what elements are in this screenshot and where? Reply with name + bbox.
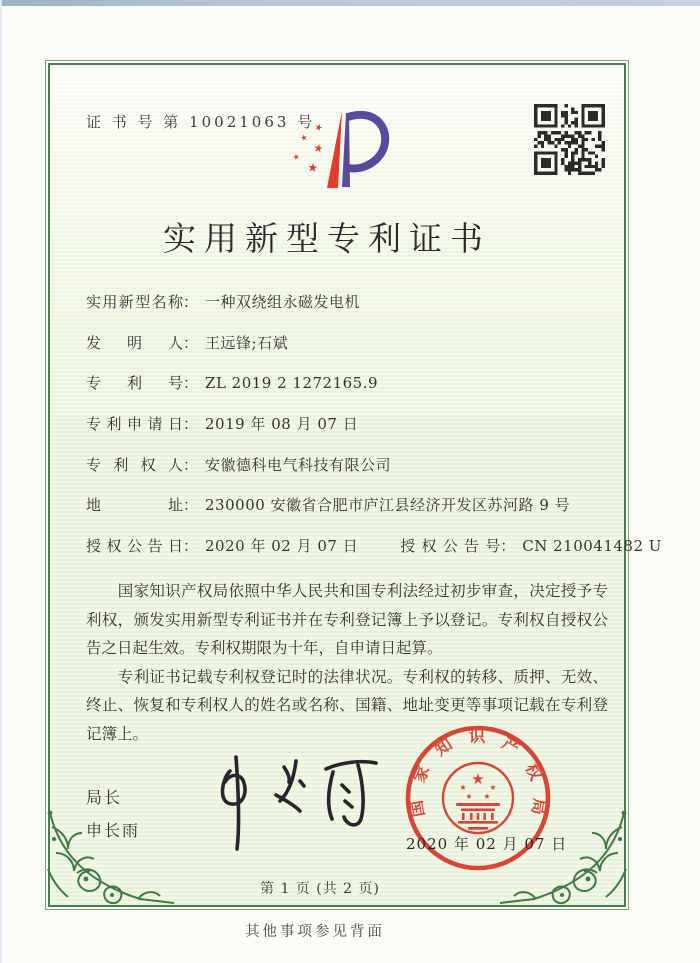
svg-text:★: ★: [483, 792, 491, 801]
svg-text:★: ★: [299, 132, 309, 143]
field-colon: ：: [500, 537, 516, 556]
svg-text:★: ★: [312, 141, 325, 156]
logo-p-stem: [342, 113, 350, 187]
seal-char: 家: [409, 762, 434, 786]
field-value: 一种双绕组永磁发电机: [205, 293, 361, 311]
field-row-patentee: [86, 454, 612, 495]
logo-wedge: [327, 111, 342, 188]
field-value: ZL 2019 2 1272165.9: [205, 374, 379, 393]
legal-paragraph-1: 国家知识产权局依照中华人民共和国专利法经过初步审查，决定授予专利权，颁发实用新型专利证书并在专利登记簿上予以登记。专利权自授权公告之日起生效。专利权期限为十年，自申请日起算。: [86, 582, 608, 657]
field-value: 安徽德科电气科技有限公司: [205, 455, 392, 474]
logo-p-bowl: [348, 115, 385, 169]
scan-left-edge: [0, 0, 2, 963]
logo-stars: [292, 122, 325, 175]
field-label: 地址: [86, 496, 183, 515]
certificate-frame: [45, 60, 662, 910]
field-label: 实用新型名称: [86, 293, 183, 311]
field-value: CN 210041482 U: [522, 537, 662, 556]
signature-handwriting-icon: [192, 745, 392, 865]
seal-char: 产: [498, 733, 523, 759]
field-row-grant: [86, 535, 662, 576]
scan-top-edge: [0, 0, 700, 6]
field-colon: ：: [183, 455, 199, 474]
field-label: 专利权人: [86, 455, 183, 474]
field-label: 授权公告号: [400, 537, 501, 556]
field-row-filing-date: [86, 413, 612, 454]
field-colon: ：: [183, 374, 199, 393]
field-list: [86, 291, 662, 576]
corner-flourish-left-icon: [42, 809, 174, 911]
legal-paragraph-2: 专利证书记载专利权登记时的法律状况。专利权的转移、质押、无效、终止、恢复和专利权人的姓名或名称、国籍、地址变更等事项记载在专利登记簿上。: [86, 667, 608, 743]
field-colon: ：: [183, 496, 199, 515]
seal-char: 识: [468, 726, 486, 747]
cnipa-logo-icon: [291, 105, 391, 197]
field-colon: ：: [183, 293, 199, 311]
certificate-frame-inner: [48, 63, 662, 907]
svg-text:★: ★: [313, 122, 324, 135]
qr-code-icon: [534, 104, 605, 175]
svg-text:★: ★: [292, 152, 301, 162]
seal-char: 知: [431, 734, 456, 760]
certificate-number: 证 书 号 第 10021063 号: [86, 113, 316, 131]
officer-title: 局长: [86, 788, 123, 807]
svg-text:★: ★: [306, 160, 319, 176]
field-colon: ：: [183, 333, 199, 352]
field-row-address: [86, 494, 612, 535]
field-label: 专利申请日: [86, 415, 183, 434]
page-info: 第 1 页 (共 2 页): [260, 881, 380, 897]
field-value: 王远锋;石斌: [205, 333, 289, 352]
grant-no-pair: [400, 537, 662, 555]
field-value: 230000 安徽省合肥市庐江县经济开发区苏河路 9 号: [205, 496, 571, 515]
seal-date: 2020 年 02 月 07 日: [406, 835, 568, 853]
seal-char: 局: [528, 797, 550, 817]
svg-text:★: ★: [459, 783, 467, 792]
back-note: 其他事项参见背面: [245, 924, 385, 940]
svg-text:★: ★: [489, 783, 497, 792]
field-colon: ：: [183, 415, 199, 434]
field-row-inventor: [86, 332, 612, 373]
field-label: 授权公告日: [86, 537, 183, 556]
seal-char: 权: [521, 760, 546, 784]
officer-name: 申长雨: [86, 821, 141, 840]
corner-flourish-right-icon: [500, 809, 632, 911]
field-label: 专利号: [86, 374, 183, 393]
svg-text:★: ★: [465, 792, 473, 801]
field-value: 2020 年 02 月 07 日: [205, 537, 359, 556]
svg-text:★: ★: [471, 770, 485, 788]
certificate-title: 实用新型专利证书: [163, 219, 491, 258]
field-value: 2019 年 08 月 07 日: [205, 415, 359, 434]
field-colon: ：: [183, 537, 199, 556]
field-label: 发明人: [86, 333, 183, 352]
field-row-patent-no: [86, 372, 612, 413]
seal-char: 国: [406, 798, 429, 819]
field-row-name: [86, 291, 612, 332]
